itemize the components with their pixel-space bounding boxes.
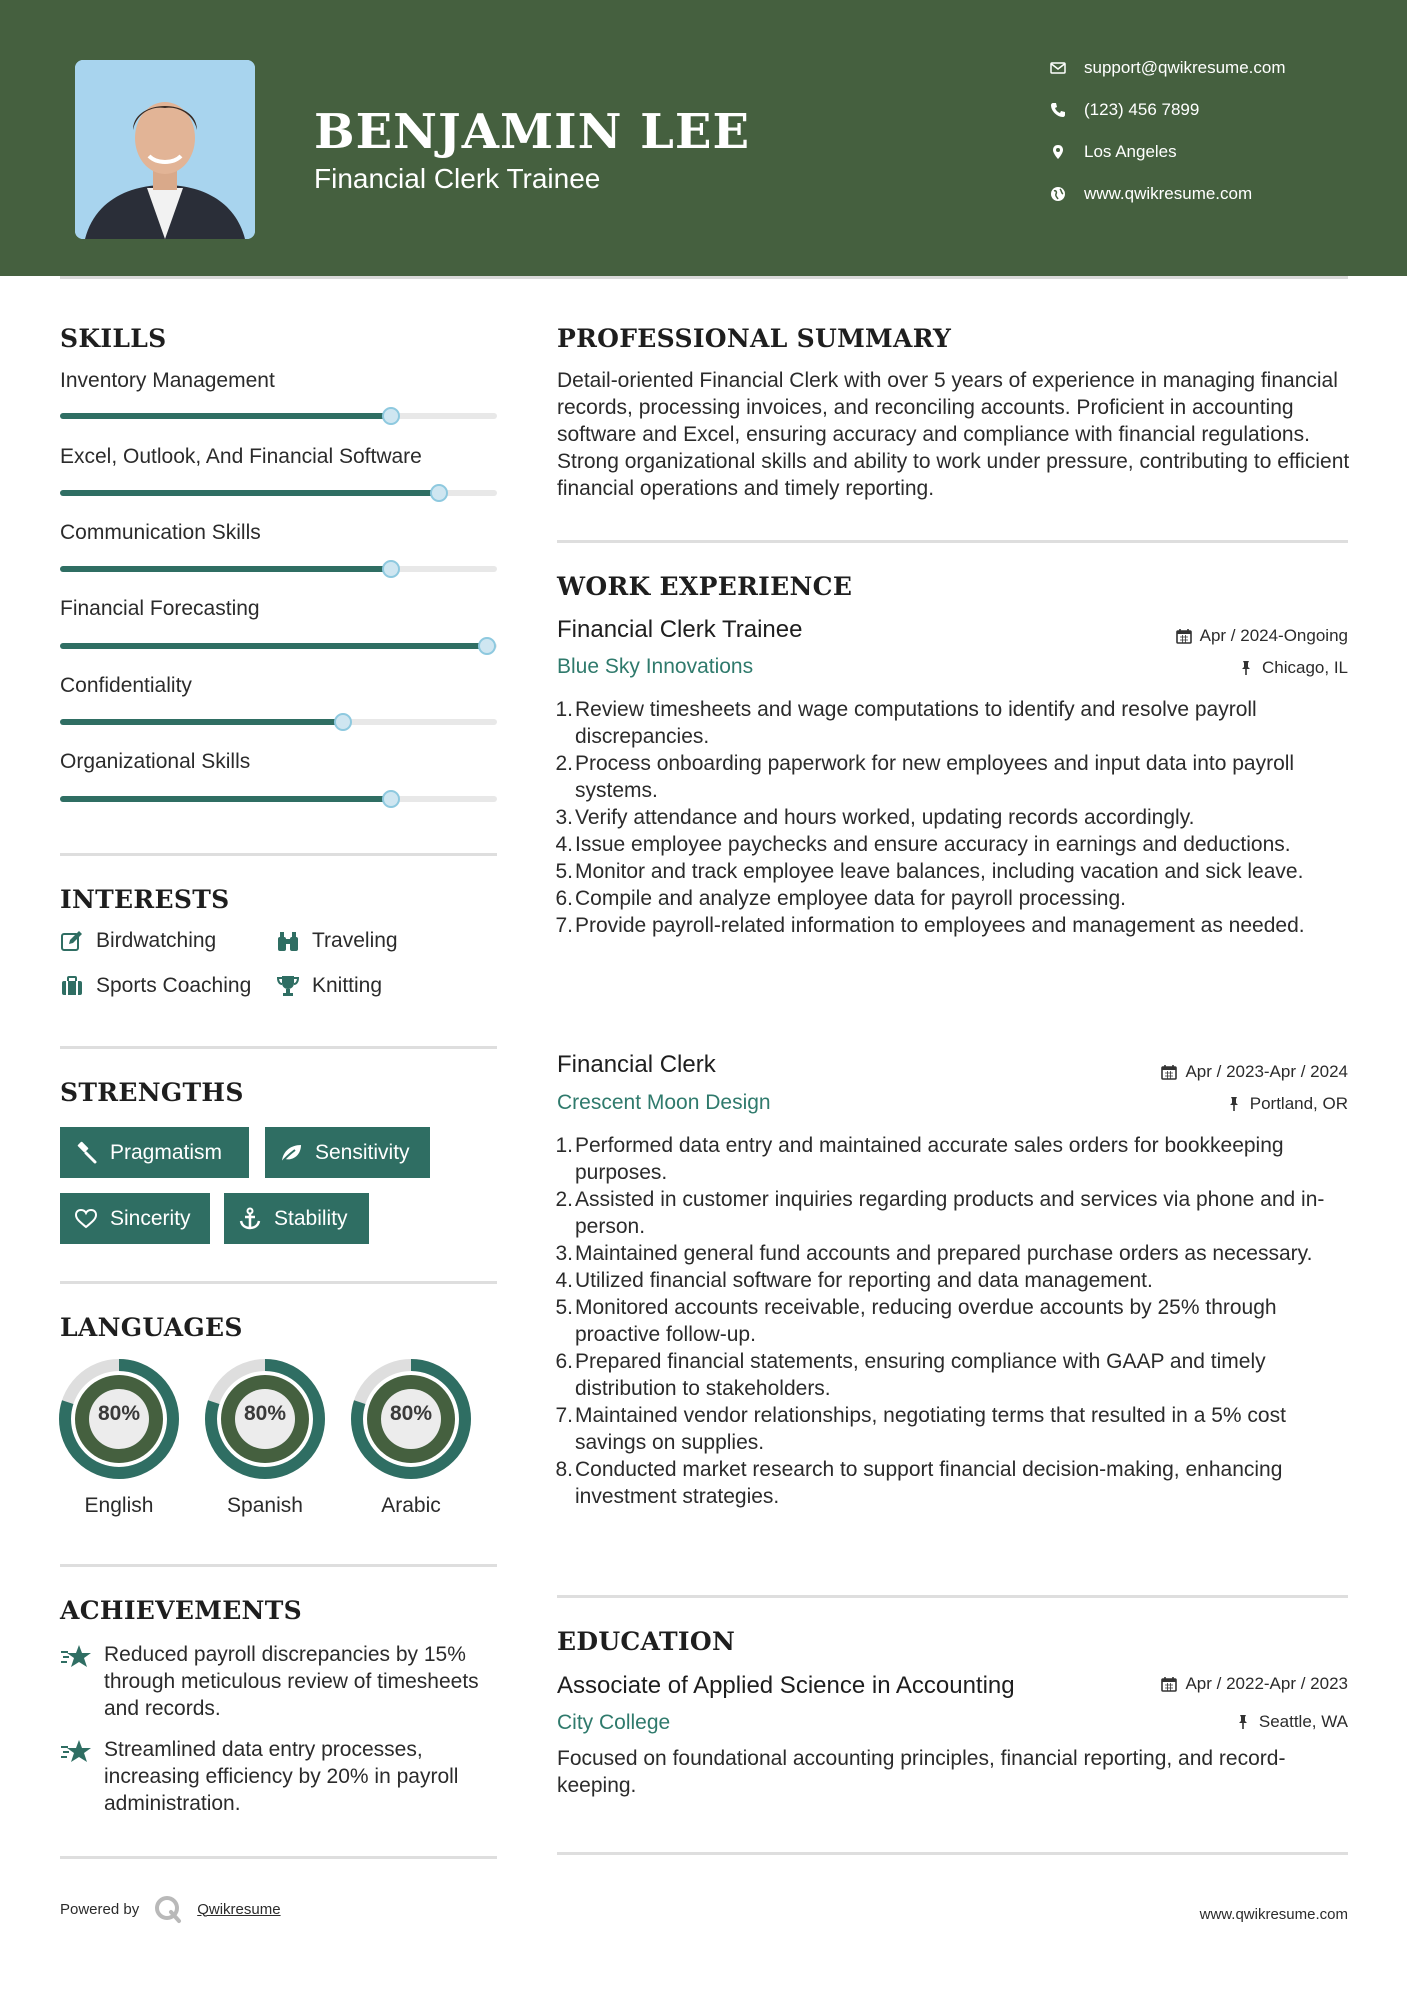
job-bullet-text: Review timesheets and wage computations to identify and resolve payroll discrepancies. — [575, 698, 1257, 748]
job-bullet: 1. Performed data entry and maintained accurate sales orders for bookkeeping purposes. — [555, 1134, 1284, 1184]
job-bullet: 4. Utilized financial software for reporting and data management. — [555, 1269, 1153, 1292]
interest-item — [276, 974, 382, 998]
job-bullet-text: Provide payroll-related information to employees and management as needed. — [575, 914, 1305, 937]
skill-bar-knob — [334, 713, 352, 731]
achievement-text: Reduced payroll discrepancies by 15% through meticulous review of timesheets and records. — [104, 1643, 479, 1720]
job-title: Financial Clerk — [557, 1051, 716, 1078]
strength-badge — [60, 1127, 249, 1178]
strength-label: Sincerity — [110, 1206, 191, 1230]
language-percent: 80% — [97, 1402, 141, 1425]
job-title: Financial Clerk Trainee — [557, 616, 803, 643]
education-school: City College — [557, 1711, 671, 1734]
pushpin-icon — [1238, 660, 1254, 676]
job-bullet-text: Compile and analyze employee data for payroll processing. — [575, 887, 1126, 910]
skill-bar-fill — [60, 643, 487, 649]
interest-label: Sports Coaching — [96, 974, 252, 997]
education-dates — [1161, 1674, 1348, 1694]
job-bullet-text: Utilized financial software for reporting and data management. — [575, 1269, 1153, 1292]
candidate-name: BENJAMIN LEE — [314, 104, 751, 160]
interest-label: Birdwatching — [96, 929, 217, 952]
language-item — [350, 1358, 472, 1517]
interests-heading: INTERESTS — [60, 885, 230, 914]
job-location — [1238, 658, 1348, 678]
job-dates-text: Apr / 2023-Apr / 2024 — [1185, 1062, 1348, 1081]
candidate-role: Financial Clerk Trainee — [314, 163, 601, 194]
job-bullet-text: Maintained vendor relationships, negotiating terms that resulted in a 5% cost savings on supplies. — [575, 1404, 1286, 1454]
job-bullet: 8. Conducted market research to support financial decision-making, enhancing investment strategies. — [555, 1458, 1283, 1508]
strength-label: Sensitivity — [315, 1140, 410, 1164]
contact-website[interactable] — [1050, 184, 1350, 204]
skill-bar-fill — [60, 413, 391, 419]
job-bullet-text: Assisted in customer inquiries regarding products and services via phone and in-person. — [575, 1188, 1325, 1238]
strength-badge — [224, 1193, 369, 1244]
job-dates-text: Apr / 2024-Ongoing — [1199, 626, 1348, 645]
language-item — [58, 1358, 180, 1517]
pushpin-icon — [1235, 1714, 1251, 1730]
job-dates — [1161, 1062, 1348, 1082]
envelope-icon — [1050, 60, 1066, 76]
job-bullet-text: Maintained general fund accounts and prepared purchase orders as necessary. — [575, 1242, 1313, 1265]
summary-text: Detail-oriented Financial Clerk with over 5 years of experience in managing financial records, processing invoices, and reconciling accounts. Proficient in accounting software and Excel, ensuring accuracy and compliance with financial regulations. Strong organizational skills and ability to work under pressure, contributing to efficient financial operations and timely reporting. — [557, 369, 1350, 500]
calendar-icon — [1161, 1064, 1177, 1080]
skills-heading: SKILLS — [60, 324, 167, 353]
job-bullet: 5. Monitored accounts receivable, reducing overdue accounts by 25% through proactive follow-up. — [555, 1296, 1277, 1346]
footer-website-link[interactable]: www.qwikresume.com — [1199, 1906, 1348, 1923]
anchor-icon — [238, 1207, 262, 1231]
profile-photo — [75, 60, 255, 239]
experience-heading: WORK EXPERIENCE — [557, 572, 853, 601]
interest-label: Traveling — [312, 929, 398, 952]
job-bullet-text: Prepared financial statements, ensuring compliance with GAAP and timely distribution to stakeholders. — [575, 1350, 1266, 1400]
education-dates-text: Apr / 2022-Apr / 2023 — [1185, 1674, 1348, 1693]
header-divider — [60, 276, 1348, 279]
achievement-text: Streamlined data entry processes, increasing efficiency by 20% in payroll administration. — [104, 1738, 459, 1815]
skill-label: Organizational Skills — [60, 750, 251, 773]
job-bullet: 6. Prepared financial statements, ensuring compliance with GAAP and timely distribution to stakeholders. — [555, 1350, 1266, 1400]
footer-powered-label: Powered by — [60, 1900, 140, 1918]
contact-phone[interactable] — [1050, 100, 1350, 120]
strength-label: Stability — [274, 1206, 348, 1230]
qwikresume-logo-icon — [153, 1894, 183, 1924]
job-bullet-text: Monitor and track employee leave balances, including vacation and sick leave. — [575, 860, 1304, 883]
interest-item — [60, 929, 216, 953]
globe-icon — [1050, 186, 1066, 202]
job-bullet: 3. Maintained general fund accounts and prepared purchase orders as necessary. — [555, 1242, 1313, 1265]
education-location — [1235, 1712, 1348, 1732]
language-percent: 80% — [243, 1402, 287, 1425]
job-company: Blue Sky Innovations — [557, 655, 754, 678]
job-bullet-text: Monitored accounts receivable, reducing overdue accounts by 25% through proactive follow-up. — [575, 1296, 1277, 1346]
skill-label: Excel, Outlook, And Financial Software — [60, 445, 422, 468]
interest-label: Knitting — [312, 974, 383, 997]
pushpin-icon — [1226, 1096, 1242, 1112]
trophy-icon — [276, 974, 300, 998]
section-divider — [60, 1856, 497, 1859]
education-heading: EDUCATION — [557, 1627, 736, 1656]
contact-location-text: Los Angeles — [1084, 142, 1177, 161]
job-bullets — [557, 696, 1357, 939]
section-divider — [60, 1046, 497, 1049]
job-bullet-text: Verify attendance and hours worked, updating records accordingly. — [575, 806, 1195, 829]
section-divider — [60, 1281, 497, 1284]
calendar-icon — [1176, 628, 1192, 644]
section-divider — [557, 1852, 1348, 1855]
strengths-heading: STRENGTHS — [60, 1078, 244, 1107]
summary-heading: PROFESSIONAL SUMMARY — [557, 324, 952, 353]
skill-bar — [60, 413, 497, 419]
job-location — [1226, 1094, 1348, 1114]
star-icon — [60, 1643, 92, 1671]
contact-location — [1050, 142, 1350, 162]
education-location-text: Seattle, WA — [1258, 1712, 1348, 1731]
interest-item — [276, 929, 398, 953]
star-icon — [60, 1738, 92, 1766]
skill-bar-knob — [478, 637, 496, 655]
skill-bar-fill — [60, 796, 391, 802]
map-pin-icon — [1050, 144, 1066, 160]
achievements-heading: ACHIEVEMENTS — [60, 1596, 302, 1625]
job-location-text: Portland, OR — [1249, 1094, 1348, 1113]
job-bullet: 1. Review timesheets and wage computations to identify and resolve payroll discrepancies. — [555, 698, 1257, 748]
skill-bar-knob — [382, 407, 400, 425]
skill-bar-knob — [430, 484, 448, 502]
skill-bar — [60, 719, 497, 725]
contact-website-text: www.qwikresume.com — [1084, 184, 1253, 203]
job-location-text: Chicago, IL — [1262, 658, 1348, 677]
calendar-icon — [1161, 1676, 1177, 1692]
section-divider — [60, 853, 497, 856]
job-bullet-text: Performed data entry and maintained accurate sales orders for bookkeeping purposes. — [575, 1134, 1284, 1184]
pencil-square-icon — [60, 929, 84, 953]
languages-heading: LANGUAGES — [60, 1313, 243, 1342]
skill-bar-fill — [60, 566, 391, 572]
strength-badge — [265, 1127, 430, 1178]
section-divider — [557, 1595, 1348, 1598]
language-name: English — [84, 1494, 154, 1517]
job-bullet: 2. Assisted in customer inquiries regarding products and services via phone and in-person. — [555, 1188, 1325, 1238]
contact-email-text: support@qwikresume.com — [1084, 58, 1286, 77]
language-percent: 80% — [389, 1402, 433, 1425]
skill-label: Confidentiality — [60, 674, 192, 697]
strength-label: Pragmatism — [110, 1140, 223, 1164]
skill-bar — [60, 566, 497, 572]
skill-bar — [60, 490, 497, 496]
achievement-item — [60, 1736, 510, 1817]
skill-label: Financial Forecasting — [60, 597, 260, 620]
job-bullet: 3. Verify attendance and hours worked, updating records accordingly. — [555, 806, 1195, 829]
section-divider — [557, 540, 1348, 543]
binoculars-icon — [276, 929, 300, 953]
section-divider — [60, 1564, 497, 1567]
skill-bar-knob — [382, 560, 400, 578]
job-bullet: 5. Monitor and track employee leave balances, including vacation and sick leave. — [555, 860, 1304, 883]
contact-phone-text: (123) 456 7899 — [1084, 100, 1200, 119]
skill-bar-fill — [60, 490, 439, 496]
job-company: Crescent Moon Design — [557, 1091, 771, 1114]
job-bullet: 4. Issue employee paychecks and ensure accuracy in earnings and deductions. — [555, 833, 1291, 856]
job-bullets — [557, 1132, 1357, 1510]
job-bullet: 7. Provide payroll-related information to employees and management as needed. — [555, 914, 1305, 937]
footer-powered-by — [60, 1894, 281, 1924]
job-bullet: 6. Compile and analyze employee data for payroll processing. — [555, 887, 1126, 910]
language-item — [204, 1358, 326, 1517]
job-bullet: 2. Process onboarding paperwork for new employees and input data into payroll systems. — [555, 752, 1295, 802]
heart-icon — [74, 1207, 98, 1231]
footer-brand-link[interactable]: Qwikresume — [197, 1900, 281, 1918]
leaf-icon — [279, 1141, 303, 1165]
education-description: Focused on foundational accounting principles, financial reporting, and record-keeping. — [557, 1747, 1286, 1797]
language-name: Arabic — [381, 1494, 441, 1517]
skill-bar — [60, 643, 497, 649]
language-name: Spanish — [227, 1494, 303, 1517]
education-degree: Associate of Applied Science in Accounting — [557, 1672, 1015, 1699]
job-dates — [1176, 626, 1348, 646]
contact-email[interactable] — [1050, 58, 1350, 78]
job-bullet-text: Conducted market research to support financial decision-making, enhancing investment strategies. — [575, 1458, 1283, 1508]
achievement-item — [60, 1641, 510, 1722]
skill-label: Communication Skills — [60, 521, 261, 544]
job-bullet-text: Issue employee paychecks and ensure accuracy in earnings and deductions. — [575, 833, 1291, 856]
skill-bar — [60, 796, 497, 802]
skill-label: Inventory Management — [60, 369, 275, 392]
skill-bar-knob — [382, 790, 400, 808]
gavel-icon — [74, 1141, 98, 1165]
phone-icon — [1050, 102, 1066, 118]
job-bullet-text: Process onboarding paperwork for new employees and input data into payroll systems. — [575, 752, 1295, 802]
job-bullet: 7. Maintained vendor relationships, negotiating terms that resulted in a 5% cost savings on supplies. — [555, 1404, 1286, 1454]
header-banner — [0, 0, 1407, 276]
strength-badge — [60, 1193, 210, 1244]
briefcase-icon — [60, 974, 84, 998]
skill-bar-fill — [60, 719, 343, 725]
interest-item — [60, 974, 251, 998]
